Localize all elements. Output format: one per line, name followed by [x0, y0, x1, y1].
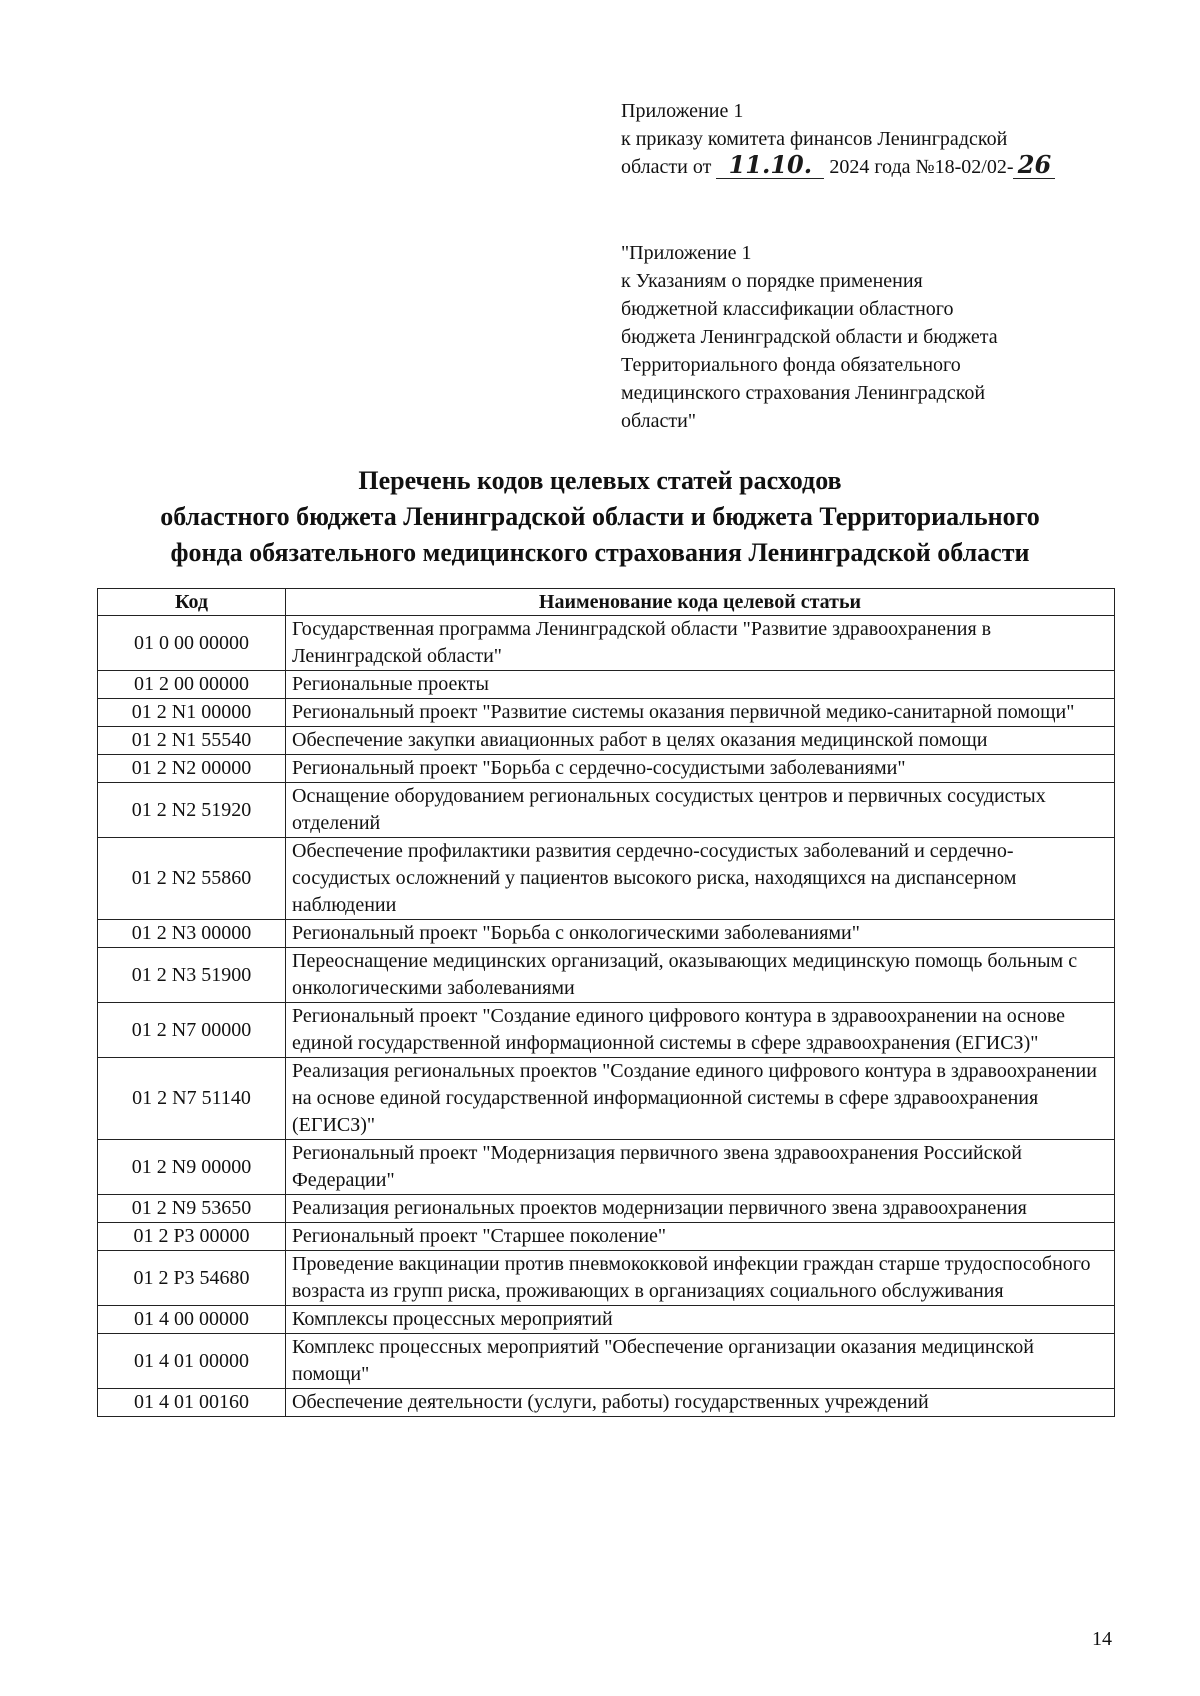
- target-code-cell: 01 2 P3 54680: [98, 1251, 286, 1306]
- table-row: [98, 838, 1115, 920]
- target-name-cell: Обеспечение деятельности (услуги, работы) государственных учреждений: [286, 1389, 1115, 1417]
- target-name-cell: Региональный проект "Борьба с сердечно-сосудистыми заболеваниями": [286, 755, 1115, 783]
- target-code-cell: 01 2 N7 00000: [98, 1003, 286, 1058]
- document-title-line: Перечень кодов целевых статей расходов: [358, 466, 842, 495]
- table-row: [98, 920, 1115, 948]
- target-code-cell: 01 0 00 00000: [98, 616, 286, 671]
- target-name-cell: Региональный проект "Создание единого цифрового контура в здравоохранении на основе единой государственной информационной системы в сфере здравоохранения (ЕГИСЗ)": [286, 1003, 1115, 1058]
- table-row: [98, 1251, 1115, 1306]
- target-name-cell: Региональные проекты: [286, 671, 1115, 699]
- target-name-cell: Региональный проект "Модернизация первичного звена здравоохранения Российской Федерации": [286, 1140, 1115, 1195]
- target-name-cell: Региональный проект "Борьба с онкологическими заболеваниями": [286, 920, 1115, 948]
- target-code-cell: 01 2 N2 51920: [98, 783, 286, 838]
- table-row: [98, 948, 1115, 1003]
- table-row: [98, 1306, 1115, 1334]
- target-code-cell: 01 2 N2 55860: [98, 838, 286, 920]
- target-code-cell: 01 2 N1 00000: [98, 699, 286, 727]
- target-code-cell: 01 2 N1 55540: [98, 727, 286, 755]
- table-row: [98, 1140, 1115, 1195]
- appendix-instructions-line: области": [621, 410, 697, 432]
- appendix-order-line: к приказу комитета финансов Ленинградской: [621, 128, 1008, 150]
- target-code-cell: 01 2 N9 53650: [98, 1195, 286, 1223]
- appendix-order-prefix: области от: [621, 156, 712, 178]
- name-column-header: Наименование кода целевой статьи: [286, 589, 1115, 616]
- target-name-cell: Реализация региональных проектов "Создание единого цифрового контура в здравоохранении на основе единой государственной информационной системы в сфере здравоохранения (ЕГИСЗ)": [286, 1058, 1115, 1140]
- table-row: [98, 755, 1115, 783]
- table-row: [98, 1223, 1115, 1251]
- target-codes-table: [97, 588, 1115, 1417]
- appendix-instructions-line: бюджета Ленинградской области и бюджета: [621, 326, 998, 348]
- table-row: [98, 1058, 1115, 1140]
- table-row: [98, 1389, 1115, 1417]
- target-code-cell: 01 2 N2 00000: [98, 755, 286, 783]
- target-name-cell: Региональный проект "Развитие системы оказания первичной медико-санитарной помощи": [286, 699, 1115, 727]
- handwritten-order-number: 26: [1013, 154, 1055, 179]
- code-column-header: Код: [98, 589, 286, 616]
- target-name-cell: Региональный проект "Старшее поколение": [286, 1223, 1115, 1251]
- target-code-cell: 01 2 P3 00000: [98, 1223, 286, 1251]
- table-header-row: [98, 589, 1115, 616]
- target-code-cell: 01 2 N7 51140: [98, 1058, 286, 1140]
- target-name-cell: Комплексы процессных мероприятий: [286, 1306, 1115, 1334]
- table-row: [98, 1334, 1115, 1389]
- target-name-cell: Реализация региональных проектов модернизации первичного звена здравоохранения: [286, 1195, 1115, 1223]
- table-body: [98, 616, 1115, 1417]
- target-name-cell: Проведение вакцинации против пневмококковой инфекции граждан старше трудоспособного возраста из групп риска, проживающих в организациях социального обслуживания: [286, 1251, 1115, 1306]
- appendix-instructions-line: бюджетной классификации областного: [621, 298, 954, 320]
- target-name-cell: Обеспечение закупки авиационных работ в целях оказания медицинской помощи: [286, 727, 1115, 755]
- appendix-instructions-line: "Приложение 1: [621, 242, 752, 264]
- table-row: [98, 1003, 1115, 1058]
- appendix-instructions-reference: [621, 239, 998, 435]
- target-name-cell: Комплекс процессных мероприятий "Обеспечение организации оказания медицинской помощи": [286, 1334, 1115, 1389]
- target-code-cell: 01 4 01 00160: [98, 1389, 286, 1417]
- appendix-order-line: Приложение 1: [621, 100, 744, 122]
- table-row: [98, 616, 1115, 671]
- target-name-cell: Государственная программа Ленинградской области "Развитие здравоохранения в Ленинградской области": [286, 616, 1115, 671]
- target-code-cell: 01 2 00 00000: [98, 671, 286, 699]
- target-code-cell: 01 2 N3 00000: [98, 920, 286, 948]
- target-name-cell: Переоснащение медицинских организаций, оказывающих медицинскую помощь больным с онкологическими заболеваниями: [286, 948, 1115, 1003]
- document-title-line: областного бюджета Ленинградской области и бюджета Территориального: [160, 502, 1040, 531]
- table-row: [98, 1195, 1115, 1223]
- target-name-cell: Оснащение оборудованием региональных сосудистых центров и первичных сосудистых отделений: [286, 783, 1115, 838]
- target-name-cell: Обеспечение профилактики развития сердечно-сосудистых заболеваний и сердечно-сосудистых осложнений у пациентов высокого риска, находящихся на диспансерном наблюдении: [286, 838, 1115, 920]
- document-title: [0, 463, 1200, 571]
- target-code-cell: 01 4 00 00000: [98, 1306, 286, 1334]
- target-code-cell: 01 2 N3 51900: [98, 948, 286, 1003]
- target-code-cell: 01 4 01 00000: [98, 1334, 286, 1389]
- appendix-instructions-line: к Указаниям о порядке применения: [621, 270, 923, 292]
- appendix-instructions-line: Территориального фонда обязательного: [621, 354, 961, 376]
- handwritten-date: 11.10.: [716, 154, 824, 179]
- table-row: [98, 783, 1115, 838]
- appendix-instructions-line: медицинского страхования Ленинградской: [621, 382, 986, 404]
- appendix-order-date-line: [621, 150, 1055, 181]
- target-code-cell: 01 2 N9 00000: [98, 1140, 286, 1195]
- table-row: [98, 671, 1115, 699]
- appendix-order-reference: [621, 97, 1055, 181]
- page-number: 14: [1092, 1628, 1112, 1650]
- table-row: [98, 727, 1115, 755]
- document-title-line: фонда обязательного медицинского страхования Ленинградской области: [170, 538, 1030, 567]
- table-row: [98, 699, 1115, 727]
- appendix-order-year-number: 2024 года №18-02/02-: [829, 156, 1014, 178]
